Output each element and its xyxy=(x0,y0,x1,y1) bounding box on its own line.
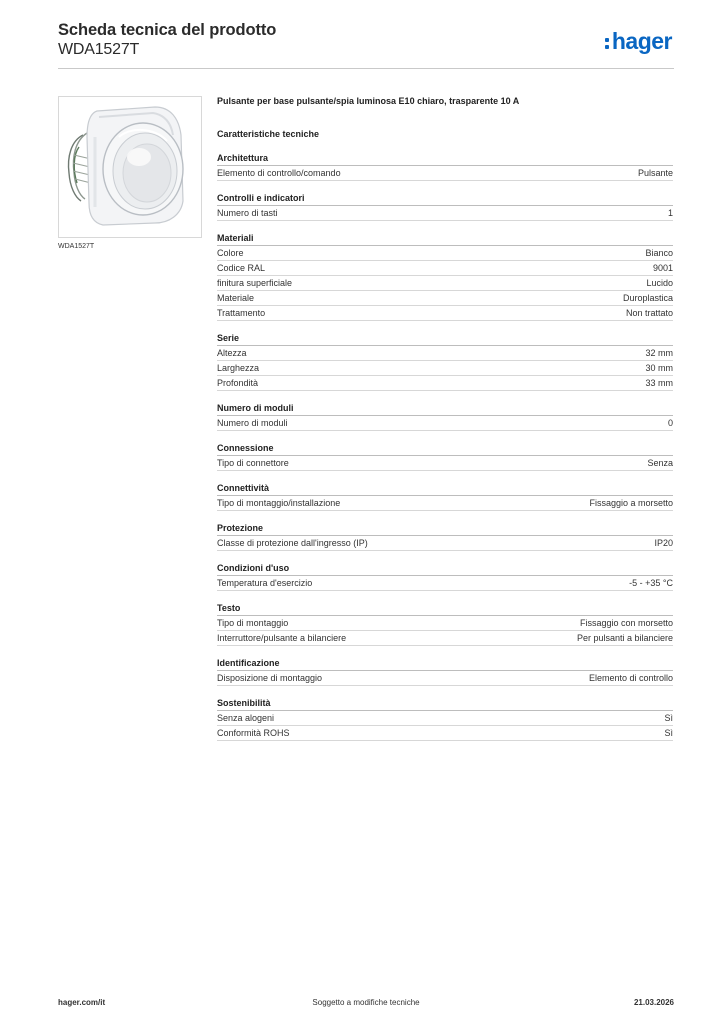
section-title: Testo xyxy=(217,602,673,616)
spec-value: 33 mm xyxy=(645,378,673,388)
spec-label: Materiale xyxy=(217,293,255,303)
spec-value: 0 xyxy=(667,418,673,428)
section-title: Architettura xyxy=(217,152,673,166)
section-title: Materiali xyxy=(217,232,673,246)
header-divider xyxy=(58,68,674,69)
spec-row xyxy=(217,631,673,646)
spec-label: Numero di moduli xyxy=(217,418,288,428)
spec-row xyxy=(217,361,673,376)
spec-value: 32 mm xyxy=(645,348,673,358)
spec-label: Conformità ROHS xyxy=(217,728,290,738)
spec-label: Senza alogeni xyxy=(217,713,275,723)
spec-row xyxy=(217,291,673,306)
section-architettura xyxy=(217,152,673,181)
footer-notice: Soggetto a modifiche tecniche xyxy=(312,998,420,1007)
spec-label: Interruttore/pulsante a bilanciere xyxy=(217,633,347,643)
product-description: Pulsante per base pulsante/spia luminosa E10 chiaro, trasparente 10 A xyxy=(217,96,520,106)
spec-label: Larghezza xyxy=(217,363,260,373)
technical-characteristics-heading: Caratteristiche tecniche xyxy=(217,129,320,139)
spec-value: -5 - +35 °C xyxy=(629,578,673,588)
spec-label: Profondità xyxy=(217,378,259,388)
spec-value: Fissaggio con morsetto xyxy=(579,618,673,628)
spec-value: Non trattato xyxy=(625,308,673,318)
spec-label: Altezza xyxy=(217,348,247,358)
spec-row xyxy=(217,416,673,431)
spec-row xyxy=(217,671,673,686)
section-title: Connettività xyxy=(217,482,673,496)
spec-row xyxy=(217,261,673,276)
spec-value: 9001 xyxy=(652,263,673,273)
spec-row xyxy=(217,576,673,591)
spec-row xyxy=(217,536,673,551)
spec-label: Trattamento xyxy=(217,308,266,318)
spec-row xyxy=(217,206,673,221)
spec-value: Per pulsanti a bilanciere xyxy=(576,633,673,643)
spec-row xyxy=(217,166,673,181)
section-connessione xyxy=(217,442,673,471)
spec-label: Tipo di connettore xyxy=(217,458,289,468)
spec-row xyxy=(217,711,673,726)
section-materiali xyxy=(217,232,673,321)
spec-row xyxy=(217,306,673,321)
section-testo xyxy=(217,602,673,646)
section-connettivita xyxy=(217,482,673,511)
section-title: Connessione xyxy=(217,442,673,456)
section-controlli-e-indicatori xyxy=(217,192,673,221)
section-title: Condizioni d'uso xyxy=(217,562,673,576)
section-title: Controlli e indicatori xyxy=(217,192,673,206)
spec-value: Lucido xyxy=(646,278,673,288)
spec-value: Bianco xyxy=(645,248,673,258)
footer-website-link[interactable]: hager.com/it xyxy=(58,998,106,1007)
spec-row xyxy=(217,496,673,511)
image-caption: WDA1527T xyxy=(58,243,95,250)
logo-text: hager xyxy=(611,28,672,54)
spec-label: Disposizione di montaggio xyxy=(217,673,323,683)
hager-logo[interactable] xyxy=(605,28,672,55)
footer-date: 21.03.2026 xyxy=(633,998,674,1007)
section-title: Sostenibilità xyxy=(217,697,673,711)
spec-label: Numero di tasti xyxy=(217,208,278,218)
section-title: Numero di moduli xyxy=(217,402,673,416)
spec-value: Sì xyxy=(664,713,673,723)
section-title: Serie xyxy=(217,332,673,346)
spec-value: Senza xyxy=(647,458,673,468)
spec-label: Temperatura d'esercizio xyxy=(217,578,313,588)
spec-label: finitura superficiale xyxy=(217,278,293,288)
page-title: Scheda tecnica del prodotto xyxy=(58,21,277,39)
spec-row xyxy=(217,276,673,291)
specs-panel xyxy=(217,94,673,741)
spec-label: Tipo di montaggio/installazione xyxy=(217,498,341,508)
spec-value: Elemento di controllo xyxy=(588,673,673,683)
spec-value: Duroplastica xyxy=(622,293,673,303)
spec-value: Pulsante xyxy=(637,168,673,178)
spec-label: Elemento di controllo/comando xyxy=(217,168,341,178)
push-button-product-icon xyxy=(59,97,201,237)
section-serie xyxy=(217,332,673,391)
spec-label: Codice RAL xyxy=(217,263,266,273)
spec-label: Classe di protezione dall'ingresso (IP) xyxy=(217,538,368,548)
spec-row xyxy=(217,246,673,261)
spec-value: Fissaggio a morsetto xyxy=(589,498,673,508)
spec-row xyxy=(217,456,673,471)
spec-row xyxy=(217,616,673,631)
spec-row xyxy=(217,346,673,361)
section-numero-di-moduli xyxy=(217,402,673,431)
product-code: WDA1527T xyxy=(58,41,140,58)
spec-label: Colore xyxy=(217,248,244,258)
spec-row xyxy=(217,376,673,391)
section-title: Identificazione xyxy=(217,657,673,671)
page-header xyxy=(58,20,674,68)
spec-value: IP20 xyxy=(654,538,673,548)
spec-label: Tipo di montaggio xyxy=(217,618,289,628)
spec-value: 1 xyxy=(667,208,673,218)
logo-dots-icon xyxy=(605,36,610,50)
product-image xyxy=(58,96,202,238)
spec-value: 30 mm xyxy=(645,363,673,373)
section-identificazione xyxy=(217,657,673,686)
spec-value: Sì xyxy=(664,728,673,738)
section-protezione xyxy=(217,522,673,551)
section-title: Protezione xyxy=(217,522,673,536)
spec-row xyxy=(217,726,673,741)
section-condizioni-d-uso xyxy=(217,562,673,591)
section-sostenibilita xyxy=(217,697,673,741)
